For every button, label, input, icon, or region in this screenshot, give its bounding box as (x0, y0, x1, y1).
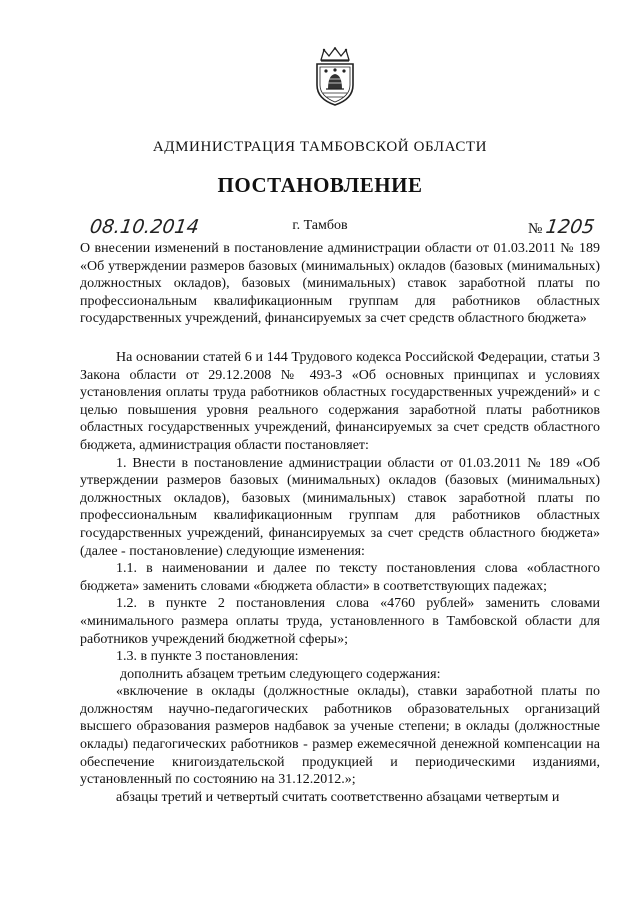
body-paragraph: абзацы третий и четвертый считать соответственно абзацами четвертым и (116, 789, 560, 805)
body-paragraph: На основании статей 6 и 144 Трудового кодекса Российской Федерации, статьи 3 Закона области от 29.12.2008 № 493-З «Об основных принципах и условиях установления оплаты труда работников областных государственных учреждений» и с целью повышения уровня реального содержания заработной платы работников областных государственных учреждений, финансируемых за счет средств областного бюджета, администрация области постановляет: (80, 350, 600, 453)
document-subject: О внесении изменений в постановление администрации области от 01.03.2011 № 189 «Об утверждении размеров базовых (минимальных) окладов (базовых (минимальных) должностных окладов), базовых (минимальных) ставок заработной платы по профессиональным квалификационным группам для работников областных государственных учреждений, финансируемых за счет средств областного бюджета» (80, 241, 600, 326)
body-paragraph: дополнить абзацем третьим следующего содержания: (120, 666, 441, 682)
handwritten-date: 08.10.2014 (88, 216, 201, 238)
body-paragraph: «включение в оклады (должностные оклады), ставки заработной платы по должностям научно-педагогических работников образовательных организаций высшего образования размеров надбавок за ученые степени; в оклады (должностные оклады) педагогических работников - размер ежемесячной денежной компенсации на обеспечение книгоиздательской продукцией и периодическими изданиями, установленный по состоянию на 31.12.2012.»; (80, 684, 600, 788)
tambov-coat-of-arms-icon (313, 47, 357, 107)
body-paragraph: 1.1. в наименовании и далее по тексту постановления слова «областного бюджета» заменить словами «бюджета области» в соответствующих падежах; (80, 561, 600, 594)
handwritten-number: 1205 (544, 216, 596, 238)
document-type-title: ПОСТАНОВЛЕНИЕ (217, 173, 423, 197)
issue-city: г. Тамбов (292, 218, 348, 233)
number-label: № (528, 221, 543, 237)
document-body (80, 349, 600, 806)
organization-name: АДМИНИСТРАЦИЯ ТАМБОВСКОЙ ОБЛАСТИ (152, 139, 488, 155)
body-paragraph: 1. Внести в постановление администрации области от 01.03.2011 № 189 «Об утверждении размеров базовых (минимальных) окладов (базовых (минимальных) должностных окладов), базовых (минимальных) ставок заработной платы по профессиональным квалификационным группам для работников областных государственных учреждений, финансируемых за счет средств областного бюджета» (далее - постановление) следующие изменения: (80, 455, 600, 559)
document-number (528, 216, 594, 238)
body-paragraph: 1.3. в пункте 3 постановления: (116, 649, 299, 665)
body-paragraph: 1.2. в пункте 2 постановления слова «4760 рублей» заменить словами «минимального размера оплаты труда, установленного в Тамбовской области для работников учреждений бюджетной сферы»; (80, 596, 600, 647)
